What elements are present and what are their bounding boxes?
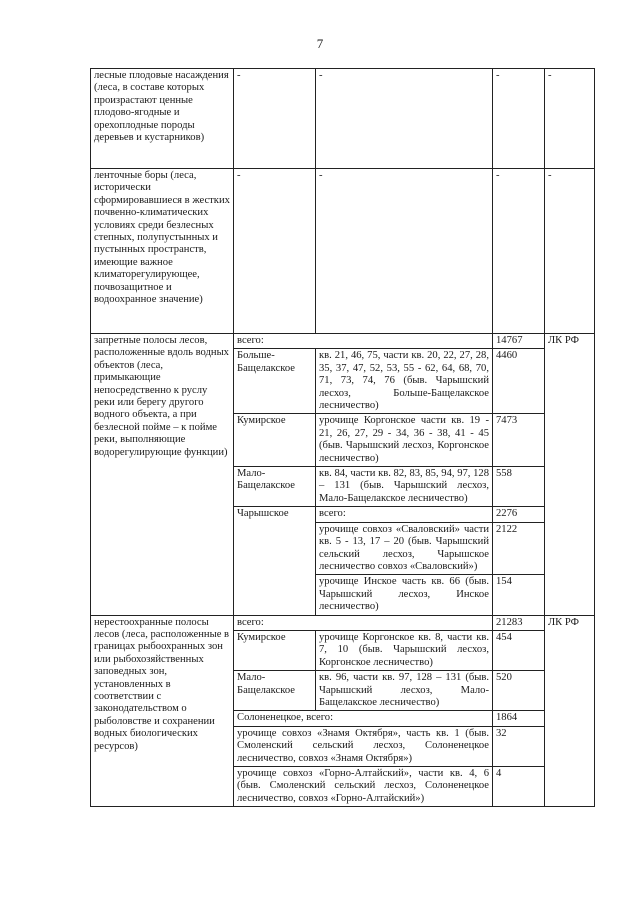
location-cell: урочище Инское часть кв. 66 (быв. Чарышский лесхоз, Инское лесничество) xyxy=(316,575,493,615)
location-cell: - xyxy=(316,69,493,169)
category-cell: запретные полосы лесов, расположенные вдоль водных объектов (леса, примыкающие непосредственно к руслу реки или берегу другого водного объекта, а при безлесной пойме – к пойме реки, выполняющие водорегулирующие функции) xyxy=(91,334,234,616)
location-cell: урочище Коргонское кв. 8, части кв. 7, 10 (быв. Чарышский лесхоз, Коргонское лесничество) xyxy=(316,630,493,670)
area-cell: 7473 xyxy=(493,414,545,467)
location-cell: кв. 84, части кв. 82, 83, 85, 94, 97, 128 – 131 (быв. Чарышский лесхоз, Мало-Бащелакское лесничество) xyxy=(316,467,493,507)
area-cell: 4 xyxy=(493,767,545,807)
location-cell: урочище Коргонское части кв. 19 - 21, 26, 27, 29 - 34, 36 - 38, 41 - 45 (быв. Чарышский лесхоз, Коргонское лесничество) xyxy=(316,414,493,467)
total-area-cell: 21283 xyxy=(493,615,545,630)
location-cell: кв. 21, 46, 75, части кв. 20, 22, 27, 28, 35, 37, 47, 52, 53, 55 - 62, 64, 68, 70, 71, 73, 74, 76 (быв. Чарышский лесхоз, Больше-Бащелакское лесничество) xyxy=(316,349,493,414)
district-cell: - xyxy=(234,69,316,169)
area-cell: 32 xyxy=(493,726,545,766)
location-cell: - xyxy=(316,169,493,334)
district-cell: Мало-Бащелакское xyxy=(234,671,316,711)
area-cell: 454 xyxy=(493,630,545,670)
location-cell: всего: xyxy=(316,507,493,522)
area-cell: 154 xyxy=(493,575,545,615)
subtotal-label-cell: Солоненецкое, всего: xyxy=(234,711,493,726)
location-cell: урочище совхоз «Знамя Октября», часть кв. 1 (быв. Смоленский сельский лесхоз, Солоненецкое лесничество, совхоз «Знамя Октября») xyxy=(234,726,493,766)
location-cell: урочище совхоз «Горно-Алтайский», части кв. 4, 6 (быв. Смоленский сельский лесхоз, Солоненецкое лесничество, совхоз «Горно-Алтайский») xyxy=(234,767,493,807)
table-row xyxy=(91,615,595,630)
district-cell: Чарышское xyxy=(234,507,316,615)
area-cell: - xyxy=(493,169,545,334)
page-number: 7 xyxy=(316,36,324,51)
district-cell: Кумирское xyxy=(234,630,316,670)
location-cell: кв. 96, части кв. 97, 128 – 131 (быв. Чарышский лесхоз, Мало-Бащелакское лесничество) xyxy=(316,671,493,711)
total-label-cell: всего: xyxy=(234,615,493,630)
basis-cell: - xyxy=(545,69,595,169)
area-cell: 2122 xyxy=(493,522,545,575)
area-cell: 4460 xyxy=(493,349,545,414)
total-area-cell: 14767 xyxy=(493,334,545,349)
area-cell: - xyxy=(493,69,545,169)
table-row xyxy=(91,69,595,169)
area-cell: 1864 xyxy=(493,711,545,726)
district-cell: Мало-Бащелакское xyxy=(234,467,316,507)
basis-cell: - xyxy=(545,169,595,334)
basis-cell: ЛК РФ xyxy=(545,334,595,616)
area-cell: 520 xyxy=(493,671,545,711)
table-row xyxy=(91,334,595,349)
district-cell: Больше-Бащелакское xyxy=(234,349,316,414)
location-cell: урочище совхоз «Сваловский» части кв. 5 - 13, 17 – 20 (быв. Чарышский сельский лесхоз, Чарышское лесничество совхоз «Сваловский») xyxy=(316,522,493,575)
district-cell: Кумирское xyxy=(234,414,316,467)
basis-cell: ЛК РФ xyxy=(545,615,595,807)
total-label-cell: всего: xyxy=(234,334,493,349)
forest-table xyxy=(90,68,595,807)
category-cell: ленточные боры (леса, исторически сформировавшиеся в жестких почвенно-климатических условиях среди безлесных степных, полупустынных и пустынных пространств, имеющие важное климаторегулирующее, почвозащитное и водоохранное значение) xyxy=(91,169,234,334)
category-cell: нерестоохранные полосы лесов (леса, расположенные в границах рыбоохранных зон или рыбохозяйственных заповедных зон, установленных в соответствии с законодательством о рыболовстве и сохранении водных биологических ресурсов) xyxy=(91,615,234,807)
district-cell: - xyxy=(234,169,316,334)
area-cell: 2276 xyxy=(493,507,545,522)
category-cell: лесные плодовые насаждения (леса, в составе которых произрастают ценные плодово-ягодные и орехоплодные породы деревьев и кустарников) xyxy=(91,69,234,169)
table-row xyxy=(91,169,595,334)
area-cell: 558 xyxy=(493,467,545,507)
